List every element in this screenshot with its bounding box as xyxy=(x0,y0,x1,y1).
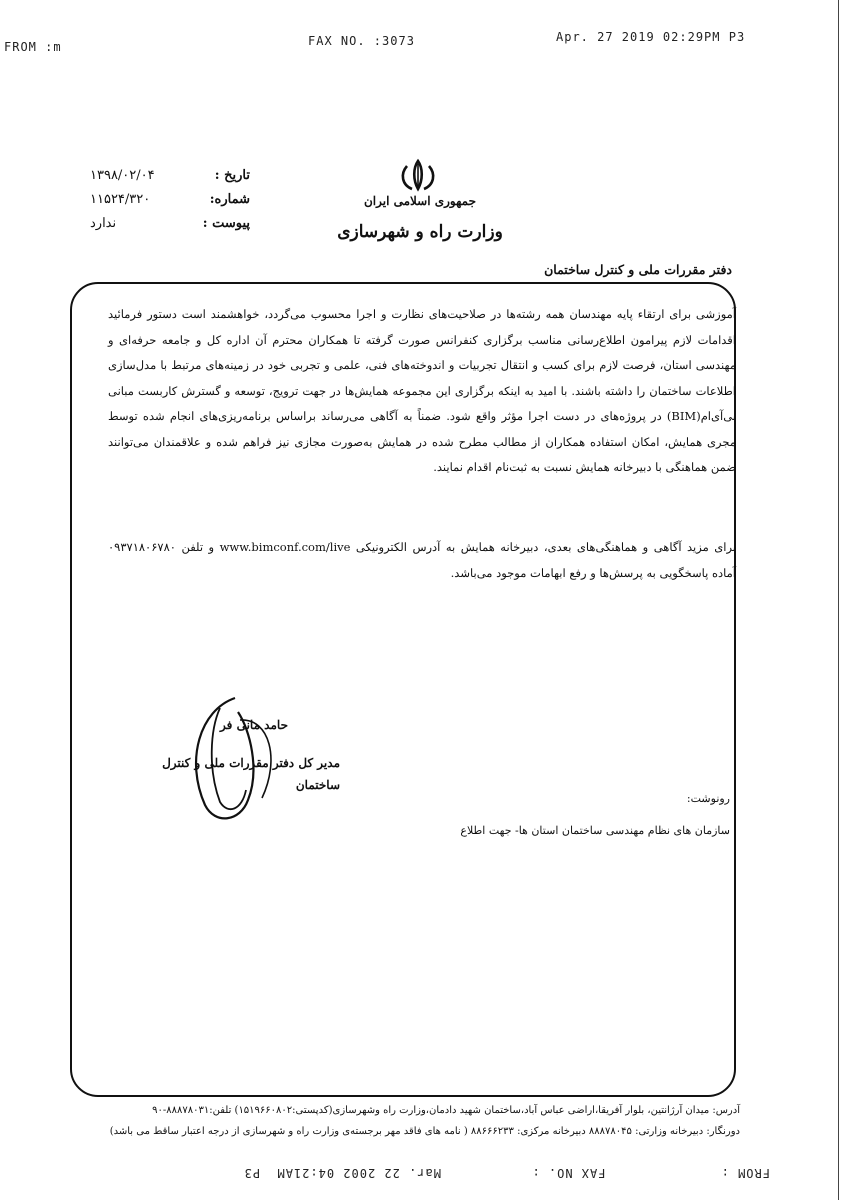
signatory-title: مدیر کل دفتر مقررات ملی و کنترل ساختمان xyxy=(162,756,340,792)
country-name: جمهوری اسلامی ایران xyxy=(363,194,477,208)
body-paragraph-1: آموزشی برای ارتقاء پایه مهندسان همه رشته‌ها در صلاحیت‌های نظارت و اجرا محسوب می‌گردد، خواهشمند است دستور فرمائید اقدامات لازم پیرامون اطلاع‌رسانی مناسب برگزاری کنفرانس صورت گرفته تا همکاران محترم آن اداره کل و جامعه حرفه‌ای و مهندسی استان، فرصت لازم برای کسب و انتقال تجربیات و اندوخته‌های فنی، علمی و تجربی خود در زمینه‌های مرتبط با مدل‌سازی اطلاعات ساختمان را داشته باشند. با امید به اینکه برگزاری این مجموعه همایش‌ها در جهت ترویج، توسعه و گسترش کاربست مبانی بی‌آی‌ام(BIM) در پروژه‌های در دست اجرا مؤثر واقع شود. ضمناً به آگاهی می‌رساند براساس برنامه‌ریزی‌های انجام شده توسط مجری همایش، امکان استفاده همکاران از مطالب مطرح شده در همایش به‌صورت مجازی نیز فراهم شده و علاقمندان می‌توانند ضمن هماهنگی با دبیرخانه همایش نسبت به ثبت‌نام اقدام نمایند. xyxy=(108,307,736,474)
letter-meta xyxy=(90,168,250,240)
cc-line: سازمان های نظام مهندسی ساختمان استان ها- جهت اطلاع xyxy=(460,824,730,837)
attachment-row xyxy=(90,216,250,240)
ministry-name: وزارت راه و شهرسازی xyxy=(337,222,503,242)
body-paragraph-2: برای مزید آگاهی و هماهنگی‌های بعدی، دبیرخانه همایش به آدرس الکترونیکی www.bimconf.com/live و تلفن ۰۹۳۷۱۸۰۶۷۸۰ آماده پاسخگویی به پرسش‌ها و رفع ابهامات موجود می‌باشد. xyxy=(108,540,736,580)
attachment-label: پیوست : xyxy=(202,216,250,231)
date-label: تاریخ : xyxy=(214,168,250,183)
fax-footer: FROM : FAX NO. : Mar. 22 2002 04:21AM P3 xyxy=(243,1166,770,1180)
office-name: دفتر مقررات ملی و کنترل ساختمان xyxy=(544,262,732,277)
number-label: شماره: xyxy=(209,192,250,207)
footer-address: آدرس: میدان آرژانتین، بلوار آفریقا،اراضی عباس آباد،ساختمان شهید دادمان،وزارت راه وشهرسازی(کدپستی:۱۵۱۹۶۶۰۸۰۲) تلفن:۸۸۸۷۸۰۳۱-۹۰ xyxy=(152,1105,740,1116)
fax-from: FROM :m xyxy=(4,40,62,54)
attachment-value: ندارد xyxy=(90,216,117,231)
scan-edge-line xyxy=(838,0,839,1200)
date-value: ۱۳۹۸/۰۲/۰۴ xyxy=(90,168,155,183)
date-row xyxy=(90,168,250,192)
number-value: ۱۱۵۲۴/۳۲۰ xyxy=(90,192,151,207)
fax-date-page: Apr. 27 2019 02:29PM P3 xyxy=(556,30,746,44)
number-row xyxy=(90,192,250,216)
iran-emblem-icon xyxy=(398,158,438,192)
signatory-name: حامد مانی فر xyxy=(220,718,288,732)
cc-label: رونوشت: xyxy=(686,792,730,805)
fax-number: FAX NO. :3073 xyxy=(308,34,415,48)
footer-fax-numbers: دورنگار: دبیرخانه وزارتی: ۸۸۸۷۸۰۴۵ دبیرخانه مرکزی: ۸۸۶۶۶۲۳۳ ( نامه های فاقد مهر برجسته‌ی وزارت راه و شهرسازی از درجه اعتبار ساقط می باشد) xyxy=(109,1126,740,1137)
